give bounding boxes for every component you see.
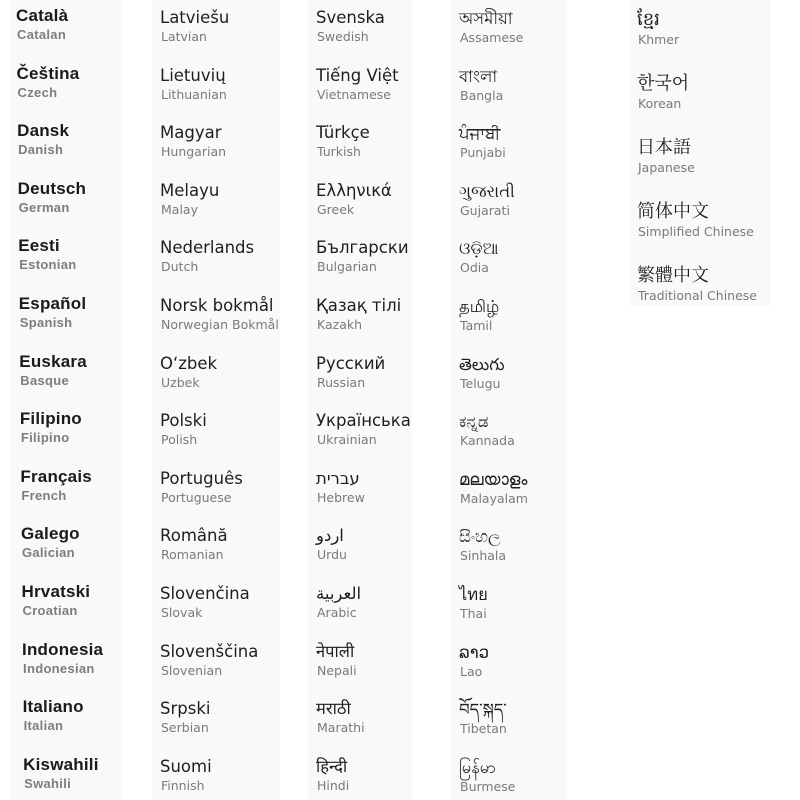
language-option-kannada[interactable] xyxy=(459,412,567,458)
language-native-name: Lietuvių xyxy=(160,65,226,85)
language-native-name: العربية xyxy=(316,584,362,603)
language-native-name: Ελληνικά xyxy=(316,180,392,200)
language-english-name: Uzbek xyxy=(161,374,200,390)
language-english-name: Serbian xyxy=(161,720,209,736)
language-native-name: 繁體中文 xyxy=(637,265,709,286)
language-english-name: Italian xyxy=(23,718,64,734)
language-option-turkish[interactable] xyxy=(316,123,412,169)
language-option-kazakh[interactable] xyxy=(316,296,412,342)
language-native-name: Български xyxy=(316,238,409,258)
language-native-name: Türkçe xyxy=(316,123,370,143)
language-option-greek[interactable] xyxy=(316,181,412,227)
language-english-name: Swedish xyxy=(317,29,369,44)
language-native-name: 简体中文 xyxy=(637,201,709,222)
language-native-name: اردو xyxy=(316,526,344,546)
language-english-name: Malay xyxy=(161,201,198,217)
language-english-name: Arabic xyxy=(317,605,357,620)
language-native-name: Magyar xyxy=(160,123,222,143)
language-native-name: Română xyxy=(160,526,228,546)
language-english-name: Danish xyxy=(18,142,64,158)
language-english-name: Lao xyxy=(460,663,483,679)
language-option-thai[interactable] xyxy=(459,585,567,631)
language-native-name: नेपाली xyxy=(316,641,355,661)
language-native-name: Eesti xyxy=(18,236,60,256)
language-english-name: Estonian xyxy=(19,257,77,273)
language-option-simplified-chinese[interactable] xyxy=(637,201,771,247)
language-english-name: Malayalam xyxy=(460,490,528,506)
language-option-japanese[interactable] xyxy=(637,137,771,183)
language-english-name: Lithuanian xyxy=(161,86,227,102)
language-native-name: བོད་སྐད་ xyxy=(459,700,507,720)
language-native-name: हिन्दी xyxy=(316,756,348,776)
language-english-name: Czech xyxy=(17,84,58,100)
language-english-name: Latvian xyxy=(161,29,207,44)
language-english-name: French xyxy=(21,487,67,503)
language-native-name: Português xyxy=(160,468,243,488)
language-option-korean[interactable] xyxy=(637,73,771,119)
language-english-name: Dutch xyxy=(161,259,199,275)
language-option-catalan[interactable] xyxy=(16,6,122,52)
language-native-name: Nederlands xyxy=(160,238,255,258)
language-native-name: Filipino xyxy=(19,409,82,429)
language-native-name: Català xyxy=(16,6,69,25)
language-native-name: עברית xyxy=(316,468,360,488)
language-native-name: ਪੰਜਾਬੀ xyxy=(459,124,501,144)
language-english-name: Thai xyxy=(460,606,487,621)
language-option-filipino[interactable] xyxy=(20,409,122,455)
language-option-danish[interactable] xyxy=(17,121,122,167)
language-english-name: Russian xyxy=(317,374,366,390)
language-option-vietnamese[interactable] xyxy=(316,66,412,112)
language-native-name: Srpski xyxy=(160,699,211,719)
language-english-name: Turkish xyxy=(317,144,361,160)
language-option-romanian[interactable] xyxy=(160,526,280,572)
language-option-arabic[interactable] xyxy=(316,584,412,630)
language-native-name: Čeština xyxy=(16,63,80,83)
language-native-name: Українська xyxy=(316,411,411,431)
language-option-finnish[interactable] xyxy=(160,757,280,800)
language-english-name: Catalan xyxy=(17,27,67,42)
language-english-name: Sinhala xyxy=(460,548,507,564)
language-english-name: Tibetan xyxy=(460,721,507,737)
language-native-name: বাংলা xyxy=(459,66,498,86)
language-option-galician[interactable] xyxy=(21,524,122,570)
language-english-name: Swahili xyxy=(24,775,72,791)
language-english-name: Telugu xyxy=(460,375,501,391)
language-option-czech[interactable] xyxy=(17,64,122,110)
language-english-name: Korean xyxy=(638,96,682,111)
language-english-name: Nepali xyxy=(317,662,357,678)
language-option-malay[interactable] xyxy=(160,181,280,227)
language-native-name: Русский xyxy=(316,353,386,373)
language-english-name: Japanese xyxy=(638,160,695,175)
language-native-name: Français xyxy=(20,466,92,486)
language-english-name: Spanish xyxy=(19,315,73,330)
language-native-name: Dansk xyxy=(17,121,70,141)
language-native-name: Melayu xyxy=(160,180,220,200)
language-native-name: Euskara xyxy=(19,351,87,371)
language-option-urdu[interactable] xyxy=(316,526,412,572)
language-option-swedish[interactable] xyxy=(316,8,412,54)
language-native-name: Galego xyxy=(20,524,80,544)
language-option-hebrew[interactable] xyxy=(316,469,412,515)
language-english-name: Simplified Chinese xyxy=(638,224,754,239)
language-native-name: Slovenščina xyxy=(160,641,259,661)
language-option-nepali[interactable] xyxy=(316,642,412,688)
language-native-name: Indonesia xyxy=(22,639,104,659)
language-english-name: Hungarian xyxy=(161,144,227,160)
language-option-bangla[interactable] xyxy=(459,67,567,113)
language-column-4 xyxy=(451,0,567,800)
language-native-name: Hrvatski xyxy=(21,582,91,601)
language-native-name: Italiano xyxy=(22,697,84,717)
language-option-croatian[interactable] xyxy=(22,582,123,628)
language-column-2 xyxy=(152,0,280,800)
language-option-khmer[interactable] xyxy=(637,9,771,55)
language-english-name: Polish xyxy=(161,432,198,448)
language-native-name: O‘zbek xyxy=(160,353,218,373)
language-english-name: Traditional Chinese xyxy=(638,288,757,303)
language-native-name: অসমীয়া xyxy=(459,9,513,28)
language-native-name: मराठी xyxy=(316,699,351,719)
language-english-name: Ukrainian xyxy=(317,432,377,448)
language-english-name: Vietnamese xyxy=(317,86,391,102)
language-option-lithuanian[interactable] xyxy=(160,66,280,112)
language-option-russian[interactable] xyxy=(316,354,412,400)
language-native-name: ಕನ್ನಡ xyxy=(459,412,489,432)
language-option-tibetan[interactable] xyxy=(459,700,567,746)
language-native-name: ગુજરાતી xyxy=(459,181,515,201)
language-option-tamil[interactable] xyxy=(459,297,567,343)
language-english-name: Slovenian xyxy=(161,662,223,678)
language-native-name: 日本語 xyxy=(637,137,691,158)
language-native-name: Қазақ тілі xyxy=(316,296,402,315)
language-english-name: Assamese xyxy=(460,30,524,45)
language-option-marathi[interactable] xyxy=(316,699,412,745)
language-english-name: Filipino xyxy=(20,430,70,446)
language-native-name: Latviešu xyxy=(160,8,230,27)
language-native-name: ଓଡ଼ିଆ xyxy=(459,239,499,259)
language-native-name: తెలుగు xyxy=(459,354,505,374)
language-native-name: ไทย xyxy=(459,585,488,604)
language-english-name: Finnish xyxy=(161,777,205,793)
language-english-name: Galician xyxy=(21,545,75,561)
language-option-traditional-chinese[interactable] xyxy=(637,265,771,306)
language-native-name: Slovenčina xyxy=(160,584,250,603)
language-option-hungarian[interactable] xyxy=(160,123,280,169)
language-english-name: Kannada xyxy=(460,433,515,449)
language-option-telugu[interactable] xyxy=(459,355,567,401)
language-option-burmese[interactable] xyxy=(459,758,567,800)
language-column-5 xyxy=(630,0,771,306)
language-option-basque[interactable] xyxy=(19,352,122,398)
language-option-hindi[interactable] xyxy=(316,757,412,800)
language-english-name: Basque xyxy=(20,372,70,388)
language-english-name: Romanian xyxy=(161,547,224,563)
language-english-name: Punjabi xyxy=(460,145,506,161)
language-english-name: Khmer xyxy=(638,32,680,47)
language-native-name: မြန်မာ xyxy=(459,757,496,777)
language-option-lao[interactable] xyxy=(459,643,567,689)
language-option-german[interactable] xyxy=(18,179,122,225)
language-option-swahili[interactable] xyxy=(23,755,122,800)
language-option-slovak[interactable] xyxy=(160,584,280,630)
language-option-estonian[interactable] xyxy=(18,236,122,282)
language-native-name: 한국어 xyxy=(637,73,690,94)
language-english-name: Portuguese xyxy=(161,489,232,505)
language-option-odia[interactable] xyxy=(459,239,567,285)
language-option-ukrainian[interactable] xyxy=(316,411,412,457)
language-english-name: Tamil xyxy=(460,318,493,333)
language-native-name: தமிழ் xyxy=(459,297,500,316)
language-option-indonesian[interactable] xyxy=(22,640,122,686)
language-native-name: Suomi xyxy=(160,756,212,776)
language-option-punjabi[interactable] xyxy=(459,124,567,170)
language-native-name: Deutsch xyxy=(17,178,87,198)
language-option-uzbek[interactable] xyxy=(160,354,280,400)
language-option-polish[interactable] xyxy=(160,411,280,457)
language-english-name: Bulgarian xyxy=(317,259,377,275)
language-native-name: Norsk bokmål xyxy=(160,296,274,315)
language-english-name: Hindi xyxy=(317,777,350,793)
language-native-name: Polski xyxy=(160,411,207,431)
language-english-name: Hebrew xyxy=(317,489,365,505)
language-option-sinhala[interactable] xyxy=(459,527,567,573)
language-option-slovenian[interactable] xyxy=(160,642,280,688)
language-native-name: Español xyxy=(18,294,87,313)
language-option-italian[interactable] xyxy=(23,697,122,743)
language-native-name: ខ្មែរ xyxy=(637,9,660,30)
language-option-spanish[interactable] xyxy=(19,294,122,340)
language-option-assamese[interactable] xyxy=(459,9,567,55)
language-option-portuguese[interactable] xyxy=(160,469,280,515)
language-native-name: മലയാളം xyxy=(459,469,528,489)
language-english-name: Urdu xyxy=(317,547,347,563)
language-option-malayalam[interactable] xyxy=(459,470,567,516)
language-english-name: Burmese xyxy=(460,778,516,794)
language-english-name: Gujarati xyxy=(460,202,510,218)
language-option-dutch[interactable] xyxy=(160,238,280,284)
language-english-name: Norwegian Bokmål xyxy=(161,317,279,332)
language-option-norwegian-bokm-l[interactable] xyxy=(160,296,280,342)
language-option-bulgarian[interactable] xyxy=(316,238,412,284)
language-english-name: Bangla xyxy=(460,87,504,103)
language-english-name: German xyxy=(18,199,70,215)
language-native-name: ລາວ xyxy=(459,642,490,662)
language-native-name: Svenska xyxy=(316,8,385,27)
language-column-1 xyxy=(10,0,122,800)
language-native-name: සිංහල xyxy=(459,527,501,547)
language-english-name: Greek xyxy=(317,201,355,217)
language-english-name: Slovak xyxy=(161,605,203,620)
language-english-name: Indonesian xyxy=(23,660,95,676)
language-option-french[interactable] xyxy=(20,467,122,513)
language-column-3 xyxy=(308,0,412,800)
language-english-name: Marathi xyxy=(317,720,365,736)
language-english-name: Croatian xyxy=(22,603,78,618)
language-native-name: Tiếng Việt xyxy=(316,65,399,85)
language-option-latvian[interactable] xyxy=(160,8,280,54)
language-english-name: Odia xyxy=(460,260,489,276)
language-native-name: Kiswahili xyxy=(23,754,99,774)
language-option-serbian[interactable] xyxy=(160,699,280,745)
language-option-gujarati[interactable] xyxy=(459,182,567,228)
language-english-name: Kazakh xyxy=(317,317,363,332)
